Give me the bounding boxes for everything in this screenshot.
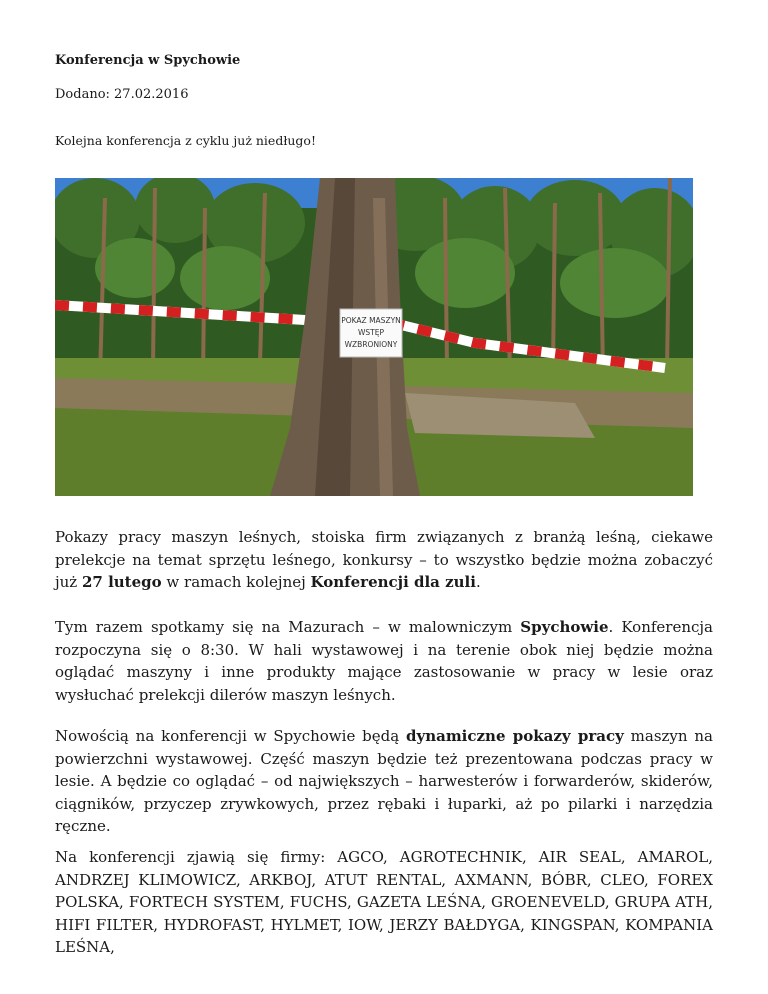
article-lead: Kolejna konferencja z cyklu już niedługo!: [55, 133, 316, 148]
paragraph-2: [55, 616, 713, 706]
paragraph-1: [55, 526, 713, 594]
paragraph-text: w ramach kolejnej: [161, 573, 311, 591]
article-photo: [55, 178, 693, 496]
article-date: Dodano: 27.02.2016: [55, 87, 189, 102]
paragraph-3: [55, 725, 713, 838]
paragraph-bold: dynamiczne pokazy pracy: [405, 727, 624, 745]
paragraph-bold: 27 lutego: [81, 573, 162, 591]
paragraph-4: [55, 846, 713, 959]
paragraph-text: .: [475, 573, 481, 591]
paragraph-bold: Spychowie: [520, 618, 609, 636]
paragraph-text: maszyn na powierzchni wystawowej. Część maszyn będzie też prezentowana podczas pracy w lesie. A będzie co oglądać – od największych – harwesterów i forwarderów, skiderów, ciągników, przyczep zrywkowych, przez rębaki i łuparki, aż po pilarki i narzędzia ręczne.: [55, 727, 713, 835]
sign-line-1: POKAZ MASZYN: [341, 316, 401, 325]
paragraph-text: Tym razem spotkamy się na Mazurach – w malowniczym: [55, 618, 521, 636]
paragraph-text: Nowością na konferencji w Spychowie będą: [55, 727, 406, 745]
sign-line-3: WZBRONIONY: [344, 340, 398, 349]
paragraph-text: Pokazy pracy maszyn leśnych, stoiska firm związanych z branżą leśną, ciekawe prelekcje na temat sprzętu leśnego, konkursy – to wszystko będzie można zobaczyć już: [55, 528, 713, 591]
sign-line-2: WSTĘP: [357, 328, 385, 337]
article-title: Konferencja w Spychowie: [55, 53, 241, 68]
paragraph-text: . Konferencja rozpoczyna się o 8:30. W hali wystawowej i na terenie obok niej będzie można oglądać maszyny i inne produkty mające zastosowanie w pracy w lesie oraz wysłuchać prelekcji dilerów maszyn leśnych.: [55, 618, 714, 704]
paragraph-text: Na konferencji zjawią się firmy: AGCO, AGROTECHNIK, AIR SEAL, AMAROL, ANDRZEJ KLIMOWICZ, ARKBOJ, ATUT RENTAL, AXMANN, BÓBR, CLEO, FOREX POLSKA, FORTECH SYSTEM, FUCHS, GAZETA LEŚNA, GROENEVELD, GRUPA ATH, HIFI FILTER, HYDROFAST, HYLMET, IOW, JERZY BAŁDYGA, KINGSPAN, KOMPANIA LEŚNA,: [55, 848, 713, 956]
paragraph-bold: Konferencji dla zuli: [310, 573, 476, 591]
